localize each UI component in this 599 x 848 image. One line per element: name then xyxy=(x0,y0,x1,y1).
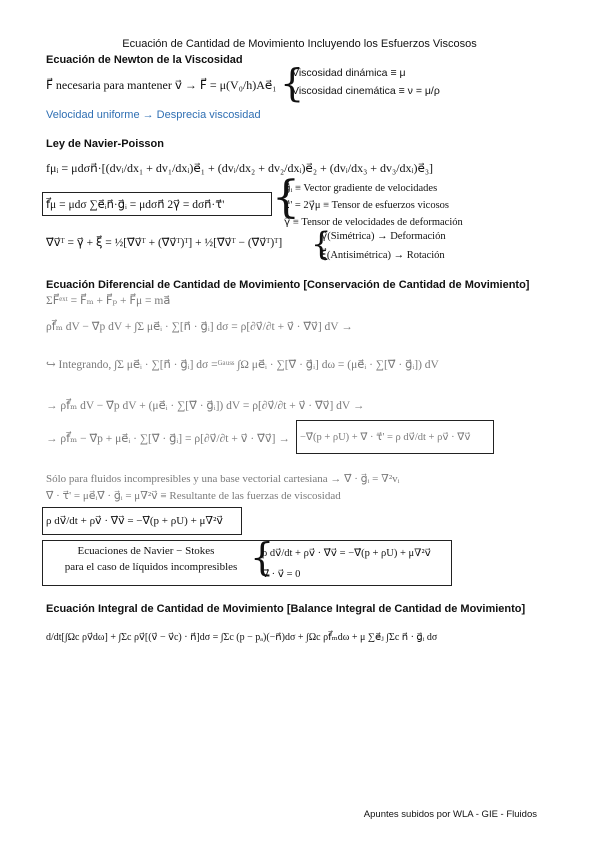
incomp-line-1: Sólo para fluidos incompresibles y una base vectorial cartesiana → ∇⃗ · g⃗ᵢ = ∇²vᵢ xyxy=(46,473,400,485)
np-brace-1: g⃗ᵢ ≡ Vector gradiente de velocidades xyxy=(284,183,438,194)
diff-line-4: → ρf⃗ₘ dV − ∇⃗p dV + (μe⃗ᵢ · ∑[∇⃗ · g⃗ᵢ]) dV = ρ[∂v⃗/∂t + v⃗ · ∇⃗v⃗] dV → xyxy=(46,400,365,412)
incomp-line-2: ∇⃗ · τ⃗' = μe⃗ᵢ∇⃗ · g⃗ᵢ = μ∇²v⃗ ≡ Resultante de las fuerzas de viscosidad xyxy=(46,490,341,502)
ns-eq-1: ρ dv⃗/dt + ρv⃗ · ∇⃗v⃗ = −∇⃗(p + ρU) + μ∇²v⃗ xyxy=(262,548,431,559)
footer: Apuntes subidos por WLA - GIE - Fluidos xyxy=(363,809,537,820)
heading-newton: Ecuación de Newton de la Viscosidad xyxy=(46,54,243,66)
ns-eq-2: ∇⃗ · v⃗ = 0 xyxy=(262,569,301,580)
diff-line-1: ΣF⃗ᵉˣᵗ = F⃗ₘ + F⃗ₚ + F⃗μ = ma⃗ xyxy=(46,295,171,307)
np-brace-2: τ⃗' = 2γ⃗μ ≡ Tensor de esfuerzos vicosos xyxy=(284,200,450,211)
diff-line-5b: −∇⃗(p + ρU) + ∇⃗ · τ⃗' = ρ dv⃗/dt + ρv⃗ · ∇⃗v⃗ xyxy=(300,432,471,443)
newton-brace-1: Viscosidad dinámica ≡ μ xyxy=(292,67,406,79)
brace-newton: { xyxy=(280,61,305,105)
np-line-2: f⃗μ = μdσ ∑e⃗ᵢn⃗·g⃗ᵢ = μdσn⃗ 2γ⃗ = dσn⃗·τ⃗' xyxy=(46,199,225,211)
page-title: Ecuación de Cantidad de Movimiento Incluyendo los Esfuerzos Viscosos xyxy=(122,38,477,50)
diff-line-3: ↪ Integrando, ∫Σ μe⃗ᵢ · ∑[n⃗ · g⃗ᵢ] dσ =ᴳᵃᵘˢˢ ∫Ω μe⃗ᵢ · ∑[∇⃗ · g⃗ᵢ] dω = (μe⃗ᵢ · ∑[∇⃗ · g⃗ᵢ]) dV xyxy=(46,359,439,371)
np-brace-3: γ⃗ ≡ Tensor de velocidades de deformación xyxy=(284,217,463,228)
brace-np: { xyxy=(272,172,300,223)
ns-label-2: para el caso de líquidos incompresibles xyxy=(64,561,238,573)
brace-np-2: { xyxy=(311,225,332,263)
heading-navier-poisson: Ley de Navier-Poisson xyxy=(46,138,164,150)
newton-brace-2: Viscosidad cinemática ≡ ν = μ/ρ xyxy=(292,85,440,97)
newton-note: Velocidad uniforme → Desprecia viscosidad xyxy=(46,109,261,121)
heading-differential: Ecuación Diferencial de Cantidad de Movimiento [Conservación de Cantidad de Movimiento] xyxy=(46,279,530,291)
brace-ns: { xyxy=(250,535,275,579)
newton-formula: F⃗ necesaria para mantener v⃗ → F⃗ = μ(V₀/h)Ae⃗₁ xyxy=(46,78,277,92)
np-line-1: fμᵢ = μdσn⃗·[(dvᵢ/dx₁ + dv₁/dxᵢ)e⃗₁ + (dvᵢ/dx₂ + dv₂/dxᵢ)e⃗₂ + (dvᵢ/dx₃ + dv₃/dxᵢ)e⃗₃] xyxy=(46,161,434,175)
np-brace-5: ξ⃗(Antisimétrica) → Rotación xyxy=(321,250,445,261)
np-line-3: ∇⃗v⃗ᵀ = γ⃗ + ξ⃗ = ½[∇⃗v⃗ᵀ + (∇⃗v⃗ᵀ)ᵀ] + ½[∇⃗v⃗ᵀ − (∇⃗v⃗ᵀ)ᵀ] xyxy=(46,237,283,249)
integral-eq: d/dt[∫Ωc ρv⃗dω] + ∫Σc ρv⃗[(v⃗ − v⃗c) · n⃗]dσ = ∫Σc (p − pₐ)(−n⃗)dσ + ∫Ωc ρf⃗ₘdω + μ ∑e⃗ⱼ ∫Σc n⃗ · g⃗ᵢ dσ xyxy=(46,632,438,643)
ns-label-1: Ecuaciones de Navier − Stokes xyxy=(77,545,215,557)
np-brace-4: γ⃗(Simétrica) → Deformación xyxy=(321,231,446,242)
boxed-eq: ρ dv⃗/dt + ρv⃗ · ∇⃗v⃗ = −∇⃗(p + ρU) + μ∇²v⃗ xyxy=(46,515,223,527)
heading-integral: Ecuación Integral de Cantidad de Movimiento [Balance Integral de Cantidad de Movimiento] xyxy=(46,603,526,615)
diff-line-2: ρf⃗ₘ dV − ∇⃗p dV + ∫Σ μe⃗ᵢ · ∑[n⃗ · g⃗ᵢ] dσ = ρ[∂v⃗/∂t + v⃗ · ∇⃗v⃗] dV → xyxy=(46,321,353,333)
diff-line-5a: → ρf⃗ₘ − ∇⃗p + μe⃗ᵢ · ∑[∇⃗ · g⃗ᵢ] = ρ[∂v⃗/∂t + v⃗ · ∇⃗v⃗] → xyxy=(46,433,290,445)
